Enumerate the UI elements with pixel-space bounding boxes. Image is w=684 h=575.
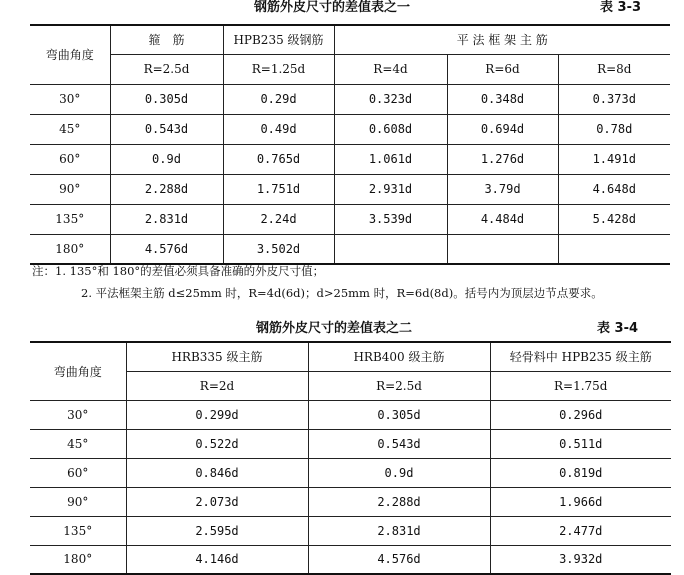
note-1: 注：1. 135°和 180°的差值必须具备准确的外皮尺寸值； — [32, 264, 325, 278]
value-cell: 0.296d — [490, 400, 671, 429]
angle-cell: 135° — [30, 516, 126, 545]
value-cell: 0.819d — [490, 458, 671, 487]
value-cell: 4.576d — [110, 234, 223, 264]
value-cell: 2.595d — [126, 516, 308, 545]
value-cell: 0.608d — [334, 114, 447, 144]
table1-title: 钢筋外皮尺寸的差值表之一 — [254, 0, 411, 15]
table-row — [30, 84, 670, 114]
angle-cell: 60° — [30, 144, 110, 174]
table-row — [30, 144, 670, 174]
value-cell: 1.966d — [490, 487, 671, 516]
table-row — [30, 204, 670, 234]
angle-cell: 45° — [30, 114, 110, 144]
table2-title: 钢筋外皮尺寸的差值表之二 — [256, 321, 413, 336]
value-cell: 4.484d — [447, 204, 558, 234]
value-cell: 0.323d — [334, 84, 447, 114]
table1-subheader: R=1.25d — [223, 54, 334, 84]
table-row — [30, 174, 670, 204]
table2-angle-header: 弯曲角度 — [30, 342, 126, 400]
value-cell: 2.831d — [110, 204, 223, 234]
table2-subheader: R=2d — [126, 371, 308, 400]
value-cell: 0.543d — [308, 429, 490, 458]
value-cell: 4.648d — [558, 174, 670, 204]
value-cell: 1.491d — [558, 144, 670, 174]
value-cell: 0.694d — [447, 114, 558, 144]
value-cell: 0.543d — [110, 114, 223, 144]
value-cell: 0.299d — [126, 400, 308, 429]
note-2: 2. 平法框架主筋 d≤25mm 时，R=4d(6d)；d>25mm 时，R=6d(8d)。括号内为顶层边节点要求。 — [81, 286, 603, 300]
table1-group-header: 箍 筋 — [110, 25, 223, 54]
table2-group-header: 轻骨料中 HPB235 级主筋 — [490, 342, 671, 371]
angle-cell: 180° — [30, 234, 110, 264]
table-row — [30, 516, 671, 545]
value-cell: 2.288d — [110, 174, 223, 204]
table1-angle-header: 弯曲角度 — [30, 25, 110, 84]
value-cell: 0.373d — [558, 84, 670, 114]
value-cell: 2.831d — [308, 516, 490, 545]
table1-subheader: R=6d — [447, 54, 558, 84]
table1-group-header: HPB235 级钢筋 — [223, 25, 334, 54]
angle-cell: 60° — [30, 458, 126, 487]
angle-cell: 90° — [30, 174, 110, 204]
value-cell: 4.576d — [308, 545, 490, 574]
table2-group-header: HRB335 级主筋 — [126, 342, 308, 371]
value-cell: 1.061d — [334, 144, 447, 174]
value-cell: 0.846d — [126, 458, 308, 487]
value-cell: 2.288d — [308, 487, 490, 516]
table-row — [30, 458, 671, 487]
value-cell — [558, 234, 670, 264]
value-cell: 2.24d — [223, 204, 334, 234]
table1-number: 表 3-3 — [600, 0, 642, 15]
value-cell: 0.348d — [447, 84, 558, 114]
table2-group-header: HRB400 级主筋 — [308, 342, 490, 371]
value-cell: 0.522d — [126, 429, 308, 458]
value-cell: 4.146d — [126, 545, 308, 574]
value-cell: 1.276d — [447, 144, 558, 174]
angle-cell: 180° — [30, 545, 126, 574]
table-row — [30, 429, 671, 458]
value-cell: 0.78d — [558, 114, 670, 144]
value-cell: 0.49d — [223, 114, 334, 144]
value-cell: 2.073d — [126, 487, 308, 516]
value-cell: 2.477d — [490, 516, 671, 545]
angle-cell: 135° — [30, 204, 110, 234]
table2-subheader: R=1.75d — [490, 371, 671, 400]
value-cell: 0.305d — [110, 84, 223, 114]
table-row — [30, 487, 671, 516]
table1-subheader: R=4d — [334, 54, 447, 84]
value-cell: 0.29d — [223, 84, 334, 114]
table2 — [30, 341, 671, 575]
value-cell: 3.79d — [447, 174, 558, 204]
table1-subheader: R=8d — [558, 54, 670, 84]
angle-cell: 30° — [30, 400, 126, 429]
table2-number: 表 3-4 — [597, 321, 639, 336]
value-cell: 0.511d — [490, 429, 671, 458]
value-cell: 3.539d — [334, 204, 447, 234]
angle-cell: 30° — [30, 84, 110, 114]
table2-subheader: R=2.5d — [308, 371, 490, 400]
table-row — [30, 545, 671, 574]
table-row — [30, 400, 671, 429]
value-cell: 2.931d — [334, 174, 447, 204]
value-cell: 0.9d — [110, 144, 223, 174]
value-cell — [334, 234, 447, 264]
value-cell: 3.502d — [223, 234, 334, 264]
table-row — [30, 234, 670, 264]
angle-cell: 45° — [30, 429, 126, 458]
value-cell: 5.428d — [558, 204, 670, 234]
value-cell: 0.765d — [223, 144, 334, 174]
value-cell: 3.932d — [490, 545, 671, 574]
angle-cell: 90° — [30, 487, 126, 516]
table-row — [30, 114, 670, 144]
table1 — [30, 24, 670, 265]
value-cell: 1.751d — [223, 174, 334, 204]
value-cell: 0.9d — [308, 458, 490, 487]
value-cell: 0.305d — [308, 400, 490, 429]
table1-group-header: 平 法 框 架 主 筋 — [334, 25, 670, 54]
value-cell — [447, 234, 558, 264]
table1-subheader: R=2.5d — [110, 54, 223, 84]
